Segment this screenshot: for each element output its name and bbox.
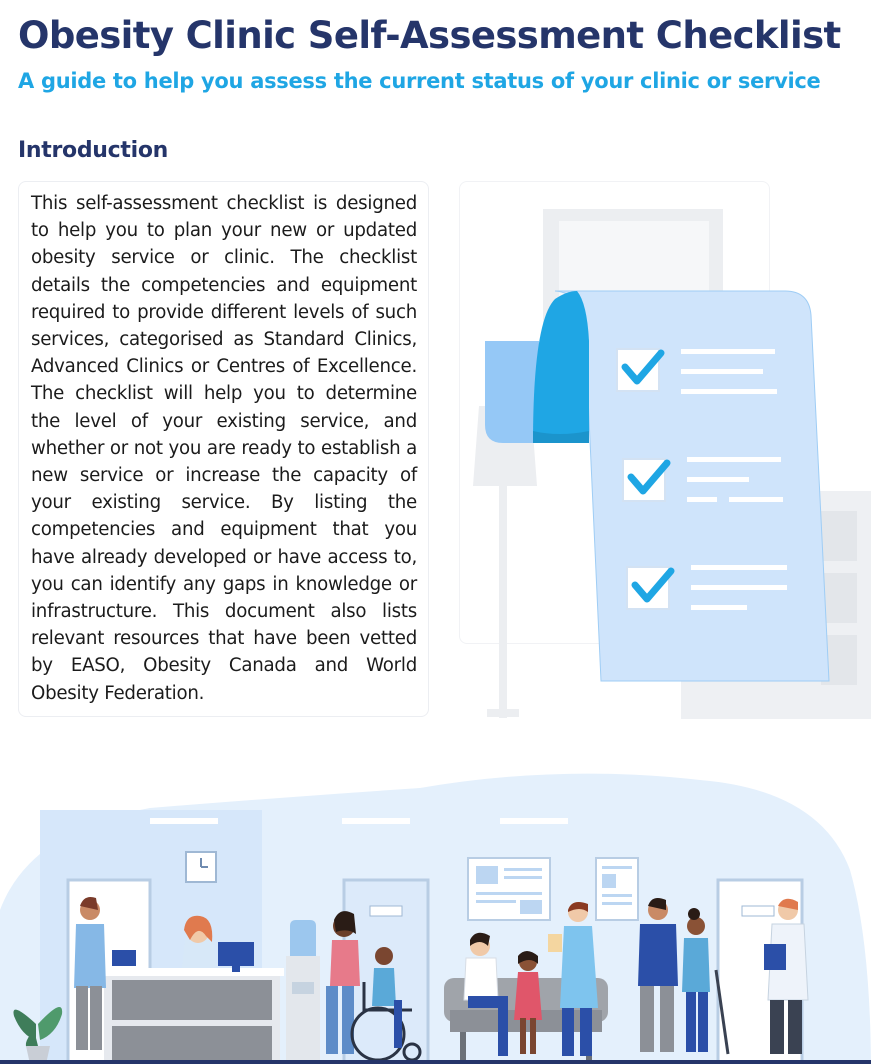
background-lamp-icon (473, 406, 537, 718)
door-sign-icon (370, 906, 402, 916)
checklist-illustration (459, 181, 871, 721)
reception-desk (98, 968, 284, 1064)
floor-line (0, 1060, 871, 1064)
introduction-text: This self-assessment checklist is designed to help you to plan your new or updated obesity service or clinic. The checklist details the competencies and equipment required to provide different levels of such services, categorised as Standard Clinics, Advanced Clinics or Centres of Excellence. The checklist will help you to determine the level of your existing service, and whether or not you are ready to establish a new service or increase the capacity of your existing service. By listing the competencies and equipment that you have already developed or have access to, you can identify any gaps in knowledge or infrastructure. This document also lists relevant resources that have been vetted by EASO, Obesity Canada and World Obesity Federation. (31, 193, 417, 704)
water-cooler-icon (286, 920, 320, 1064)
poster-icon (596, 858, 638, 920)
computer-monitor-icon (218, 942, 254, 966)
clinic-illustration (0, 760, 871, 1064)
introduction-card (18, 181, 429, 717)
document-title: Obesity Clinic Self-Assessment Checklist (18, 14, 841, 57)
document-subtitle: A guide to help you assess the current status of your clinic or service (18, 69, 821, 93)
clock-icon (186, 852, 216, 882)
poster-icon (468, 858, 550, 920)
introduction-heading: Introduction (18, 138, 169, 163)
clipboard-icon (764, 944, 786, 970)
ceiling-lights (150, 818, 568, 824)
